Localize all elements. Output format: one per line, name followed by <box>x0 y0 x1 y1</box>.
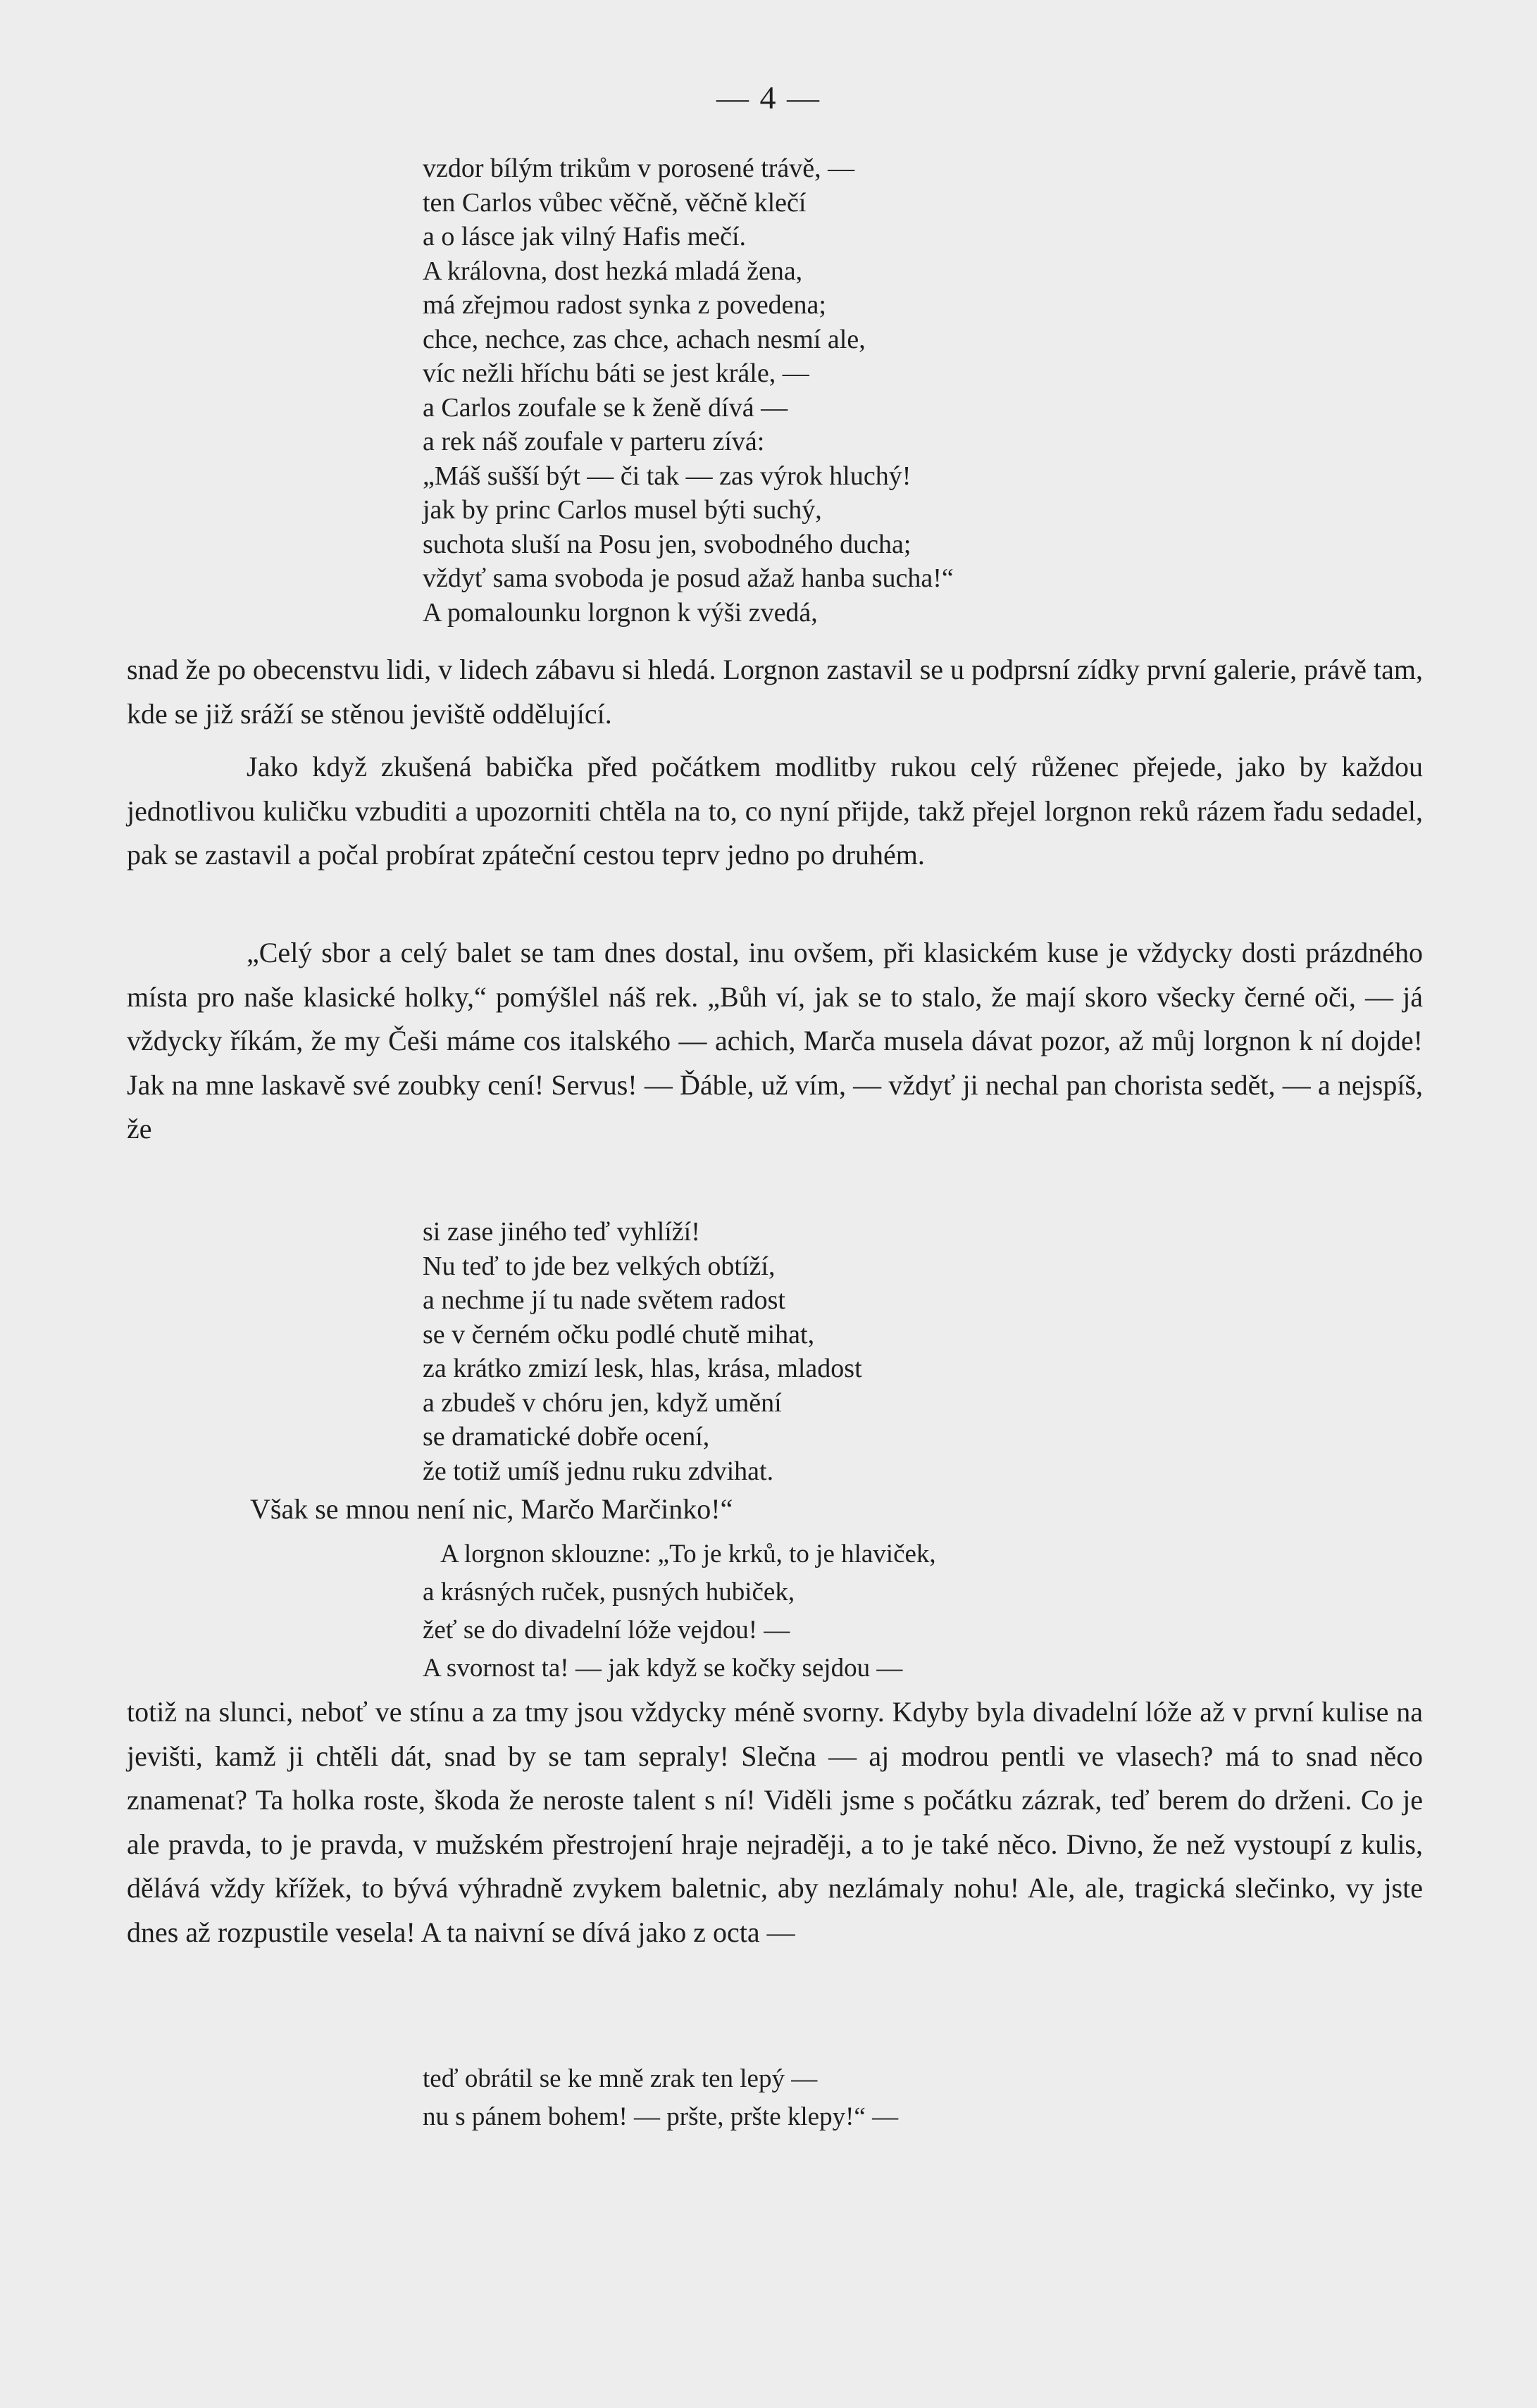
verse-line: jak by princ Carlos musel býti suchý, <box>423 495 822 525</box>
verse-line: „Máš sušší být — či tak — zas výrok hluchý! <box>423 461 911 491</box>
verse-line: ten Carlos vůbec věčně, věčně klečí <box>423 187 807 218</box>
verse-line: teď obrátil se ke mně zrak ten lepý — <box>423 2064 818 2093</box>
prose-paragraph-2: Jako když zkušená babička před počátkem modlitby rukou celý růženec přejede, jako by každou jednotlivou kuličku vzbuditi a upozorniti chtěla na to, co nyní přijde, takž přejel lorgnon reků rázem řadu sedadel, pak se zastavil a počal probírat zpáteční cestou teprv jedno po druhém. <box>127 751 1423 871</box>
verse-line: A pomalounku lorgnon k výši zvedá, <box>423 597 818 628</box>
standalone-line: Však se mnou není nic, Marčo Marčinko!“ <box>250 1493 733 1525</box>
verse-line: za krátko zmizí lesk, hlas, krása, mladost <box>423 1354 862 1383</box>
verse-line: a krásných ruček, pusných hubiček, <box>423 1578 795 1607</box>
verse-line: žeť se do divadelní lóže vejdou! — <box>423 1616 790 1645</box>
verse-line: má zřejmou radost synka z povedena; <box>423 290 826 320</box>
verse-line: a nechme jí tu nade světem radost <box>423 1285 785 1315</box>
verse-line: chce, nechce, zas chce, achach nesmí ale, <box>423 324 866 354</box>
verse-line: se v černém očku podlé chutě mihat, <box>423 1319 815 1349</box>
verse-line: si zase jiného teď vyhlíží! <box>423 1217 700 1247</box>
verse-line: a Carlos zoufale se k ženě dívá — <box>423 392 788 423</box>
verse-line: že totiž umíš jednu ruku zdvihat. <box>423 1456 774 1486</box>
verse-line: a rek náš zoufale v parteru zívá: <box>423 427 765 456</box>
verse-line: víc nežli hříchu báti se jest krále, — <box>423 358 809 388</box>
prose-paragraph-3: „Celý sbor a celý balet se tam dnes dostal, inu ovšem, při klasickém kuse je vždycky dosti prázdného místa pro naše klasické holky,“ pomýšlel náš rek. „Bůh ví, jak se to stalo, že mají skoro všecky černé oči, — já vždycky říkám, že my Češi máme cos italského — achich, Marča musela dávat pozor, až můj lorgnon k ní dojde! Jak na mne laskavě své zoubky cení! Servus! — Ďáble, už vím, — vždyť ji nechal pan chorista sedět, — a nejspíš, že <box>127 937 1423 1144</box>
verse-block-2 <box>423 1215 862 1488</box>
prose-paragraph-4: totiž na slunci, neboť ve stínu a za tmy jsou vždycky méně svorny. Kdyby byla divadelní lóže až v první kulise na jevišti, kamž ji chtěli dát, snad by se tam sepraly! Slečna — aj modrou pentli ve vlasech? má to snad něco znamenat? Ta holka roste, škoda že neroste talent s ní! Viděli jsme s počátku zázrak, teď berem do drženi. Co je ale pravda, to je pravda, v mužském přestrojení hraje nejraději, a to je také něco. Divno, že než vystoupí z kulis, dělává vždy křížek, to bývá výhradně zvykem baletnic, aby nezlámaly nohu! Ale, ale, tragická slečinko, vy jste dnes až rozpustile vesela! A ta naivní se dívá jako z octa — <box>127 1696 1423 1948</box>
verse-line: suchota sluší na Posu jen, svobodného ducha; <box>423 529 911 559</box>
verse-line: A lorgnon sklouzne: „To je krků, to je hlaviček, <box>440 1540 936 1568</box>
verse-line: A svornost ta! — jak když se kočky sejdou — <box>423 1654 903 1683</box>
verse-line: a zbudeš v chóru jen, když umění <box>423 1387 782 1418</box>
verse-block-4 <box>423 2060 898 2136</box>
verse-line: A královna, dost hezká mladá žena, <box>423 256 803 286</box>
prose-paragraph-1: snad že po obecenstvu lidi, v lidech zábavu si hledá. Lorgnon zastavil se u podprsní zídky první galerie, právě tam, kde se již sráží se stěnou jeviště oddělující. <box>127 654 1423 730</box>
verse-line: nu s pánem bohem! — pršte, pršte klepy!“ — <box>423 2102 899 2131</box>
page-number: — 4 — <box>716 80 821 116</box>
verse-line: se dramatické dobře ocení, <box>423 1422 710 1452</box>
verse-block-1 <box>423 151 954 630</box>
verse-block-3 <box>423 1535 936 1688</box>
verse-line: vzdor bílým trikům v porosené trávě, — <box>423 154 855 183</box>
verse-line: Nu teď to jde bez velkých obtíží, <box>423 1251 776 1281</box>
verse-line: vždyť sama svoboda je posud ažaž hanba sucha!“ <box>423 563 954 593</box>
verse-line: a o lásce jak vilný Hafis mečí. <box>423 222 747 251</box>
